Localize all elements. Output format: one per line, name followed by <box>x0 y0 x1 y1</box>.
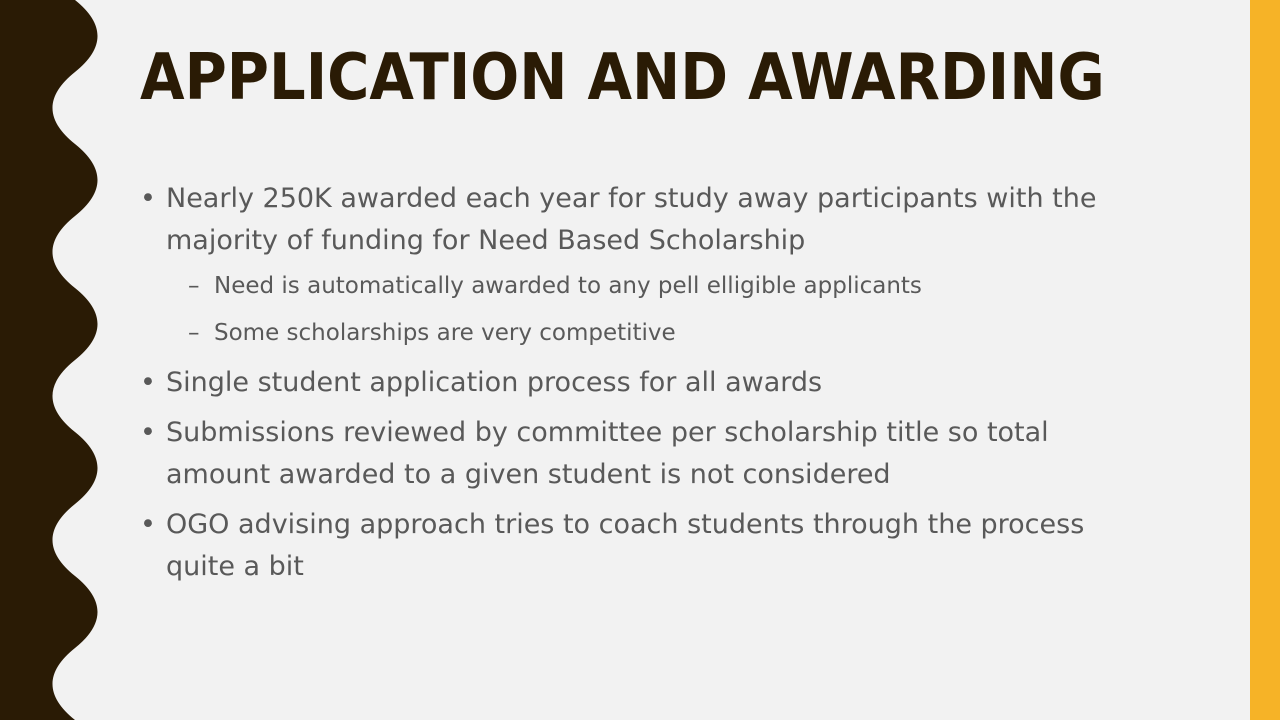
sub-bullet-list <box>166 268 1100 351</box>
bullet-text: Single student application process for all awards <box>166 367 823 398</box>
slide-title: APPLICATION AND AWARDING <box>140 41 1105 115</box>
bullet-text: OGO advising approach tries to coach students through the process quite a bit <box>166 509 1085 582</box>
wavy-band-shape <box>0 0 98 720</box>
sub-bullet-item <box>166 315 1100 351</box>
bullet-text: Submissions reviewed by committee per scholarship title so total amount awarded to a given student is not considered <box>166 417 1049 490</box>
gold-accent-stripe <box>1250 0 1280 720</box>
sub-bullet-text: Need is automatically awarded to any pell elligible applicants <box>214 273 922 299</box>
dash-marker: – <box>188 320 200 346</box>
bullet-item <box>140 362 1100 404</box>
bullet-marker: • <box>140 509 156 540</box>
bullet-item <box>140 504 1100 588</box>
dash-marker: – <box>188 273 200 299</box>
bullet-marker: • <box>140 417 156 448</box>
bullet-list <box>140 178 1100 596</box>
bullet-item <box>140 178 1100 351</box>
sub-bullet-text: Some scholarships are very competitive <box>214 320 676 346</box>
sub-bullet-item <box>166 268 1100 304</box>
bullet-marker: • <box>140 183 156 214</box>
wavy-left-band <box>0 0 100 720</box>
bullet-item <box>140 412 1100 496</box>
bullet-text: Nearly 250K awarded each year for study away participants with the majority of funding for Need Based Scholarship <box>166 183 1097 256</box>
bullet-marker: • <box>140 367 156 398</box>
